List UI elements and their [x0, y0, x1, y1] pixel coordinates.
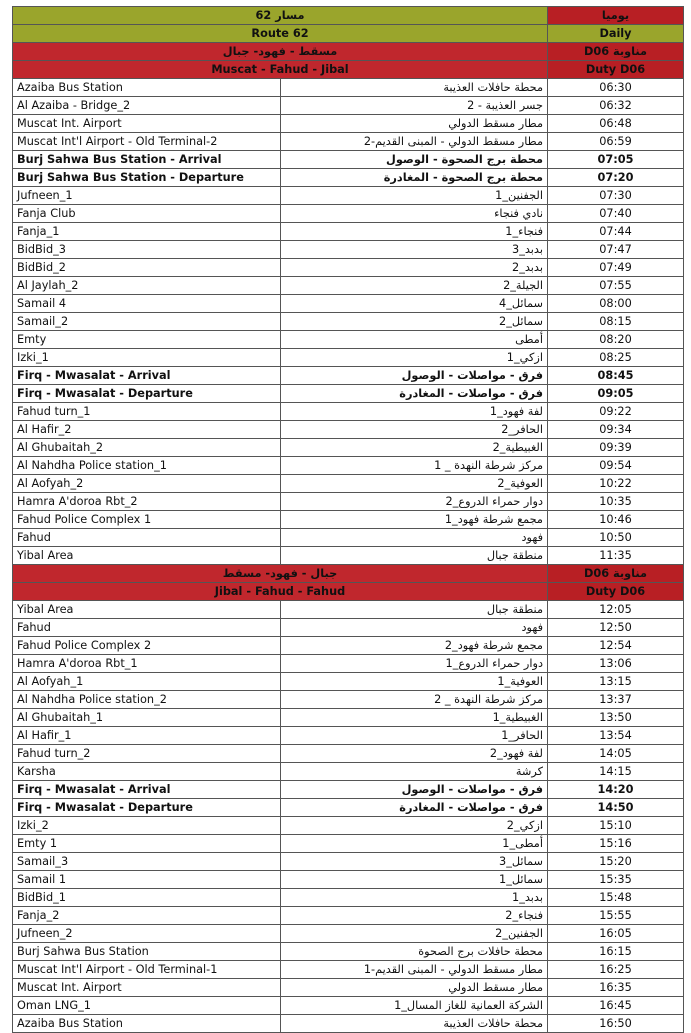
departure-time: 13:15: [548, 673, 684, 691]
table-row: [13, 403, 684, 421]
stop-name-arabic: فرق - مواصلات - الوصول: [281, 781, 548, 799]
title-row-arabic: [13, 7, 684, 25]
stop-name-english: Al Aofyah_1: [13, 673, 281, 691]
stop-name-arabic: كرشة: [281, 763, 548, 781]
departure-time: 13:50: [548, 709, 684, 727]
departure-time: 15:35: [548, 871, 684, 889]
stop-name-arabic: الحافر_1: [281, 727, 548, 745]
stop-name-english: Firq - Mwasalat - Arrival: [13, 367, 281, 385]
departure-time: 08:00: [548, 295, 684, 313]
table-row: [13, 367, 684, 385]
stop-name-arabic: دوار حمراء الدروع_2: [281, 493, 548, 511]
stop-name-arabic: العوفية_1: [281, 673, 548, 691]
stop-name-arabic: دوار حمراء الدروع_1: [281, 655, 548, 673]
departure-time: 06:30: [548, 79, 684, 97]
table-row: [13, 997, 684, 1015]
stop-name-arabic: منطقة جبال: [281, 547, 548, 565]
table-row: [13, 79, 684, 97]
stop-name-english: BidBid_3: [13, 241, 281, 259]
table-row: [13, 421, 684, 439]
section1-band-arabic: [13, 43, 684, 61]
stop-name-english: Fanja_2: [13, 907, 281, 925]
section2-band-arabic: [13, 565, 684, 583]
section1-route-arabic: مسقط - فهود- جبال: [13, 43, 548, 61]
table-row: [13, 205, 684, 223]
departure-time: 15:10: [548, 817, 684, 835]
departure-time: 09:22: [548, 403, 684, 421]
stop-name-english: Azaiba Bus Station: [13, 79, 281, 97]
stop-name-english: Al Azaiba - Bridge_2: [13, 97, 281, 115]
table-row: [13, 871, 684, 889]
section1-band-english: [13, 61, 684, 79]
stop-name-english: Fahud turn_1: [13, 403, 281, 421]
stop-name-arabic: لفة فهود_1: [281, 403, 548, 421]
section2-duty-arabic: مناوبة D06: [548, 565, 684, 583]
stop-name-english: Emty: [13, 331, 281, 349]
table-row: [13, 475, 684, 493]
table-row: [13, 97, 684, 115]
stop-name-english: BidBid_2: [13, 259, 281, 277]
stop-name-english: Yibal Area: [13, 601, 281, 619]
stop-name-arabic: محطة برج الصحوة - الوصول: [281, 151, 548, 169]
route-title-english: Route 62: [13, 25, 548, 43]
stop-name-arabic: فنجاء_1: [281, 223, 548, 241]
stop-name-arabic: مطار مسقط الدولي: [281, 115, 548, 133]
stop-name-arabic: ازكي_1: [281, 349, 548, 367]
stop-name-arabic: فرق - مواصلات - المغادرة: [281, 799, 548, 817]
departure-time: 14:05: [548, 745, 684, 763]
departure-time: 12:50: [548, 619, 684, 637]
departure-time: 09:54: [548, 457, 684, 475]
stop-name-english: Al Ghubaitah_1: [13, 709, 281, 727]
stop-name-english: Azaiba Bus Station: [13, 1015, 281, 1033]
table-row: [13, 295, 684, 313]
stop-name-arabic: منطقة جبال: [281, 601, 548, 619]
stop-name-english: Al Nahdha Police station_1: [13, 457, 281, 475]
stop-name-english: Yibal Area: [13, 547, 281, 565]
departure-time: 08:20: [548, 331, 684, 349]
departure-time: 12:05: [548, 601, 684, 619]
stop-name-arabic: الجيلة_2: [281, 277, 548, 295]
stop-name-arabic: الجفنين_2: [281, 925, 548, 943]
departure-time: 08:45: [548, 367, 684, 385]
stop-name-arabic: أمطى: [281, 331, 548, 349]
stop-name-arabic: الغبيطية_1: [281, 709, 548, 727]
table-row: [13, 349, 684, 367]
stop-name-english: Hamra A'doroa Rbt_1: [13, 655, 281, 673]
stop-name-english: Fanja_1: [13, 223, 281, 241]
table-row: [13, 457, 684, 475]
stop-name-arabic: فهود: [281, 619, 548, 637]
stop-name-arabic: فنجاء_2: [281, 907, 548, 925]
departure-time: 16:25: [548, 961, 684, 979]
stop-name-english: Samail_2: [13, 313, 281, 331]
stop-name-arabic: مركز شرطة النهدة _ 1: [281, 457, 548, 475]
table-row: [13, 313, 684, 331]
section2-duty-english: Duty D06: [548, 583, 684, 601]
table-row: [13, 223, 684, 241]
stop-name-arabic: العوفية_2: [281, 475, 548, 493]
stop-name-arabic: سمائل_4: [281, 295, 548, 313]
departure-time: 15:48: [548, 889, 684, 907]
departure-time: 14:15: [548, 763, 684, 781]
departure-time: 07:20: [548, 169, 684, 187]
table-row: [13, 619, 684, 637]
departure-time: 07:40: [548, 205, 684, 223]
stop-name-english: Burj Sahwa Bus Station - Departure: [13, 169, 281, 187]
table-row: [13, 943, 684, 961]
departure-time: 09:05: [548, 385, 684, 403]
stop-name-arabic: الحافر_2: [281, 421, 548, 439]
route-timetable: [12, 6, 684, 1033]
stop-name-english: Al Aofyah_2: [13, 475, 281, 493]
departure-time: 07:47: [548, 241, 684, 259]
stop-name-arabic: مطار مسقط الدولي - المبنى القديم-2: [281, 133, 548, 151]
table-row: [13, 817, 684, 835]
table-row: [13, 889, 684, 907]
stop-name-english: Burj Sahwa Bus Station - Arrival: [13, 151, 281, 169]
stop-name-arabic: بدبد_2: [281, 259, 548, 277]
table-row: [13, 637, 684, 655]
departure-time: 14:20: [548, 781, 684, 799]
departure-time: 16:50: [548, 1015, 684, 1033]
stop-name-english: Muscat Int. Airport: [13, 115, 281, 133]
title-row-english: [13, 25, 684, 43]
stop-name-arabic: محطة حافلات العذيبة: [281, 79, 548, 97]
table-row: [13, 655, 684, 673]
table-row: [13, 259, 684, 277]
departure-time: 09:39: [548, 439, 684, 457]
stop-name-arabic: بدبد_1: [281, 889, 548, 907]
departure-time: 06:32: [548, 97, 684, 115]
departure-time: 10:35: [548, 493, 684, 511]
departure-time: 15:20: [548, 853, 684, 871]
stop-name-arabic: مطار مسقط الدولي: [281, 979, 548, 997]
table-row: [13, 151, 684, 169]
departure-time: 07:49: [548, 259, 684, 277]
table-row: [13, 853, 684, 871]
table-row: [13, 745, 684, 763]
departure-time: 13:06: [548, 655, 684, 673]
departure-time: 16:35: [548, 979, 684, 997]
table-row: [13, 511, 684, 529]
stop-name-arabic: لفة فهود_2: [281, 745, 548, 763]
departure-time: 10:22: [548, 475, 684, 493]
stop-name-english: Al Hafir_2: [13, 421, 281, 439]
departure-time: 15:55: [548, 907, 684, 925]
table-row: [13, 133, 684, 151]
departure-time: 09:34: [548, 421, 684, 439]
departure-time: 12:54: [548, 637, 684, 655]
stop-name-arabic: سمائل_3: [281, 853, 548, 871]
stop-name-arabic: نادي فنجاء: [281, 205, 548, 223]
section1-route-english: Muscat - Fahud - Jibal: [13, 61, 548, 79]
table-row: [13, 331, 684, 349]
table-row: [13, 601, 684, 619]
departure-time: 10:50: [548, 529, 684, 547]
table-row: [13, 529, 684, 547]
table-row: [13, 115, 684, 133]
departure-time: 16:45: [548, 997, 684, 1015]
table-row: [13, 691, 684, 709]
departure-time: 07:30: [548, 187, 684, 205]
departure-time: 11:35: [548, 547, 684, 565]
section2-route-arabic: جبال - فهود- مسقط: [13, 565, 548, 583]
stop-name-english: Fahud: [13, 619, 281, 637]
stop-name-arabic: مجمع شرطة فهود_1: [281, 511, 548, 529]
departure-time: 08:15: [548, 313, 684, 331]
departure-time: 13:54: [548, 727, 684, 745]
stop-name-arabic: سمائل_2: [281, 313, 548, 331]
section1-duty-arabic: مناوبة D06: [548, 43, 684, 61]
departure-time: 06:59: [548, 133, 684, 151]
stop-name-english: Firq - Mwasalat - Departure: [13, 385, 281, 403]
stop-name-english: Al Jaylah_2: [13, 277, 281, 295]
stop-name-english: Jufneen_1: [13, 187, 281, 205]
table-row: [13, 277, 684, 295]
stop-name-english: Fahud Police Complex 2: [13, 637, 281, 655]
stop-name-english: Al Hafir_1: [13, 727, 281, 745]
stop-name-english: Burj Sahwa Bus Station: [13, 943, 281, 961]
stop-name-arabic: فهود: [281, 529, 548, 547]
section2-route-english: Jibal - Fahud - Fahud: [13, 583, 548, 601]
table-row: [13, 547, 684, 565]
table-row: [13, 385, 684, 403]
stop-name-english: Samail 4: [13, 295, 281, 313]
stop-name-arabic: الشركة العمانية للغاز المسال_1: [281, 997, 548, 1015]
stop-name-english: Al Ghubaitah_2: [13, 439, 281, 457]
daily-label-arabic: يوميا: [548, 7, 684, 25]
stop-name-english: Muscat Int'l Airport - Old Terminal-1: [13, 961, 281, 979]
stop-name-english: Samail_3: [13, 853, 281, 871]
stop-name-english: Izki_2: [13, 817, 281, 835]
table-row: [13, 979, 684, 997]
stop-name-arabic: فرق - مواصلات - الوصول: [281, 367, 548, 385]
table-row: [13, 187, 684, 205]
departure-time: 06:48: [548, 115, 684, 133]
stop-name-arabic: مطار مسقط الدولي - المبنى القديم-1: [281, 961, 548, 979]
stop-name-english: Hamra A'doroa Rbt_2: [13, 493, 281, 511]
departure-time: 08:25: [548, 349, 684, 367]
stop-name-arabic: محطة برج الصحوة - المغادرة: [281, 169, 548, 187]
stop-name-english: Firq - Mwasalat - Arrival: [13, 781, 281, 799]
stop-name-english: Izki_1: [13, 349, 281, 367]
stop-name-english: Karsha: [13, 763, 281, 781]
stop-name-english: Muscat Int'l Airport - Old Terminal-2: [13, 133, 281, 151]
stop-name-arabic: مركز شرطة النهدة _ 2: [281, 691, 548, 709]
stop-name-arabic: الجفنين_1: [281, 187, 548, 205]
stop-name-arabic: جسر العذيبة - 2: [281, 97, 548, 115]
departure-time: 07:05: [548, 151, 684, 169]
departure-time: 13:37: [548, 691, 684, 709]
table-row: [13, 439, 684, 457]
table-row: [13, 781, 684, 799]
stop-name-arabic: محطة حافلات برج الصحوة: [281, 943, 548, 961]
stop-name-english: Emty 1: [13, 835, 281, 853]
stop-name-english: Fanja Club: [13, 205, 281, 223]
timetable-body: [13, 7, 684, 1033]
daily-label-english: Daily: [548, 25, 684, 43]
table-row: [13, 241, 684, 259]
table-row: [13, 673, 684, 691]
table-row: [13, 925, 684, 943]
table-row: [13, 907, 684, 925]
stop-name-english: Samail 1: [13, 871, 281, 889]
section2-band-english: [13, 583, 684, 601]
stop-name-english: Fahud turn_2: [13, 745, 281, 763]
table-row: [13, 835, 684, 853]
stop-name-english: Muscat Int. Airport: [13, 979, 281, 997]
stop-name-english: Fahud: [13, 529, 281, 547]
departure-time: 16:05: [548, 925, 684, 943]
stop-name-english: Oman LNG_1: [13, 997, 281, 1015]
section1-duty-english: Duty D06: [548, 61, 684, 79]
table-row: [13, 763, 684, 781]
stop-name-english: Jufneen_2: [13, 925, 281, 943]
departure-time: 14:50: [548, 799, 684, 817]
departure-time: 16:15: [548, 943, 684, 961]
table-row: [13, 493, 684, 511]
route-title-arabic: مسار 62: [13, 7, 548, 25]
stop-name-english: Al Nahdha Police station_2: [13, 691, 281, 709]
table-row: [13, 961, 684, 979]
table-row: [13, 709, 684, 727]
departure-time: 15:16: [548, 835, 684, 853]
departure-time: 07:55: [548, 277, 684, 295]
stop-name-arabic: الغبيطية_2: [281, 439, 548, 457]
stop-name-arabic: فرق - مواصلات - المغادرة: [281, 385, 548, 403]
stop-name-english: Firq - Mwasalat - Departure: [13, 799, 281, 817]
stop-name-arabic: مجمع شرطة فهود_2: [281, 637, 548, 655]
stop-name-english: BidBid_1: [13, 889, 281, 907]
stop-name-arabic: سمائل_1: [281, 871, 548, 889]
table-row: [13, 169, 684, 187]
stop-name-arabic: ازكي_2: [281, 817, 548, 835]
departure-time: 10:46: [548, 511, 684, 529]
stop-name-english: Fahud Police Complex 1: [13, 511, 281, 529]
stop-name-arabic: محطة حافلات العذيبة: [281, 1015, 548, 1033]
stop-name-arabic: أمطى_1: [281, 835, 548, 853]
table-row: [13, 727, 684, 745]
stop-name-arabic: بدبد_3: [281, 241, 548, 259]
table-row: [13, 799, 684, 817]
departure-time: 07:44: [548, 223, 684, 241]
